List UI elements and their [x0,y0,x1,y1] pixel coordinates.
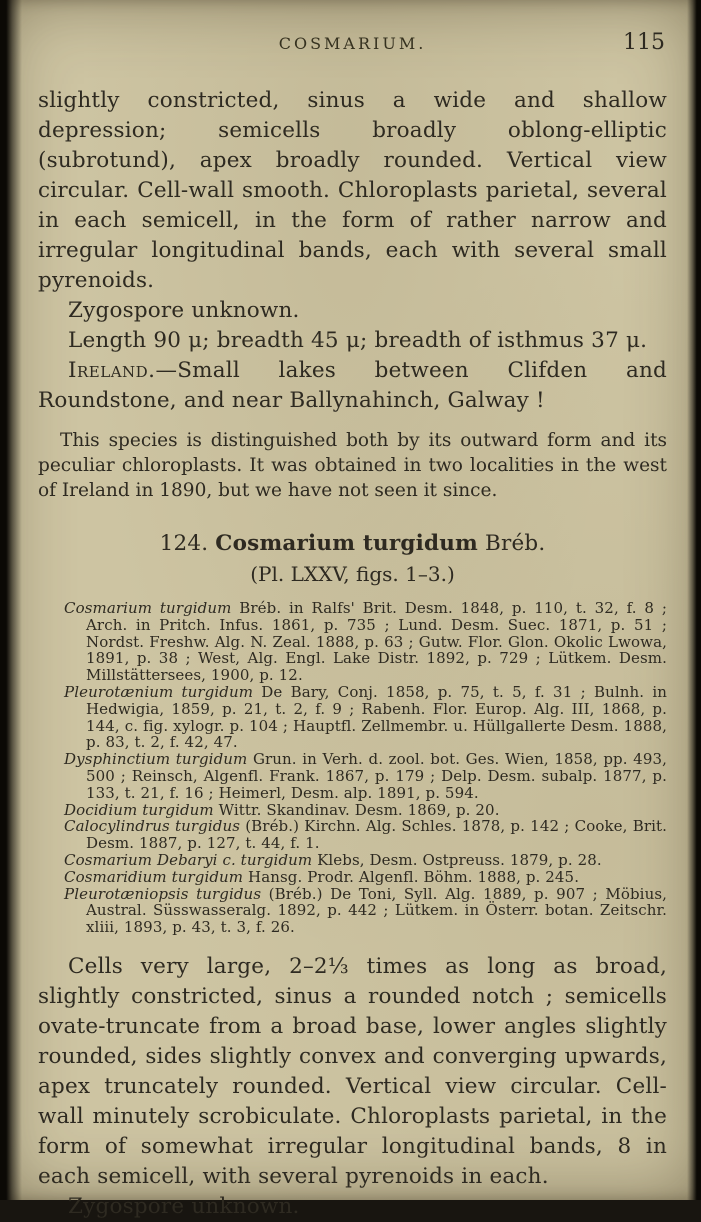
synonym-citation: Hansg. Prodr. Algenfl. Böhm. 1888, p. 245. [243,867,580,886]
synonym-citation: (Bréb.) De Toni, Syll. Alg. 1889, p. 907 ; Möbius, Austral. Süsswasseralg. 1892, p. 442 ; Lütkem. in Österr. botan. Zeitschr. xliii, 1893, p. 43, t. 3, f. 26. [86,884,667,937]
synonym-citation: Grun. in Verh. d. zool. bot. Ges. Wien, 1858, pp. 493, 500 ; Reinsch, Algenfl. Frank. 1867, p. 179 ; Delp. Desm. subalp. 1877, p. 133, t. 21, f. 16 ; Heimerl, Desm. alp. 1891, p. 594. [86,750,667,802]
locality-text: —Small lakes between Clifden and Roundstone, and near Ballynahinch, Galway ! [38,358,667,413]
paragraph-measurements: Length 90 μ; breadth 45 μ; breadth of isthmus 37 μ. [68,328,648,353]
synonym-citation: Bréb. in Ralfs' Brit. Desm. 1848, p. 110, t. 32, f. 8 ; Arch. in Pritch. Infus. 1861, p. 735 ; Lund. Desm. Suec. 1871, p. 51 ; Nordst. Freshw. Alg. N. Zeal. 1888, p. 63 ; Gutw. Flor. Glon. Okolic Lwowa, 1891, p. 38 ; West, Alg. Engl. Lake Distr. 1892, p. 729 ; Lütkem. Desm. Millstättersees, 1900, p. 12. [86,599,668,685]
synonym-name: Cosmarium turgidum [64,599,232,617]
synonym-name: Calocylindrus turgidus [64,817,241,836]
paragraph-zygospore: Zygospore unknown. [68,298,300,323]
synonym-name: Dysphinctium turgidum [64,750,248,769]
synonymy-list [38,600,667,936]
synonymy-entry [64,818,667,852]
species-number: 124. [159,531,209,556]
paragraph-description-zygospore: Zygospore unknown. [68,1193,300,1219]
paragraph-description: Cells very large, 2–2⅓ times as long as broad, slightly constricted, sinus a rounded notch ; semicells ovate-truncate from a broad base, lower angles slightly rounded, sides slightly convex and converging upwards, apex truncately rounded. Vertical view circular. Cell-wall minutely scrobiculate. Chloroplasts parietal, in the form of somewhat irregular longitudinal bands, 8 in each semicell, with several pyrenoids in each. [38,953,667,1189]
synonym-name: Cosmarium Debaryi c. turgidum [64,850,313,869]
synonym-name: Pleurotænium turgidum [64,682,254,701]
paragraph-intro-continuation: slightly constricted, sinus a wide and shallow depression; semicells broadly oblong-elliptic (subrotund), apex broadly rounded. Vertical view circular. Cell-wall smooth. Chloroplasts parietal, several in each semicell, in the form of rather narrow and irregular longitudinal bands, each with several small pyrenoids. [38,88,667,293]
running-head-title: COSMARIUM. [278,34,427,53]
locality-label: Ireland. [68,358,156,383]
synonymy-entry [64,684,667,751]
page-number: 115 [623,30,665,55]
synonymy-entry [64,852,667,869]
synonymy-entry [64,869,667,886]
species-name: Cosmarium turgidum [215,531,478,556]
synonym-name: Cosmaridium turgidum [64,867,244,886]
synonym-citation: De Bary, Conj. 1858, p. 75, t. 5, f. 31 ; Bulnh. in Hedwigia, 1859, p. 21, t. 2, f. 9 ; Rabenh. Flor. Europ. Alg. III, 1868, p. 144, c. fig. xylogr. p. 104 ; Hauptfl. Zellmembr. u. Hüllgallerte Desm. 1888, p. 83, t. 2, f. 42, 47. [86,682,667,752]
synonymy-entry [64,886,667,936]
synonymy-entry [64,751,667,801]
synonymy-entry [64,802,667,819]
synonym-citation: Wittr. Skandinav. Desm. 1869, p. 20. [213,800,500,819]
synonym-citation: Klebs, Desm. Ostpreuss. 1879, p. 28. [312,850,602,869]
species-heading [38,531,667,556]
paragraph-note: This species is distinguished both by its outward form and its peculiar chloroplasts. It was obtained in two localities in the west of Ireland in 1890, but we have not seen it since. [38,430,667,501]
species-author: Bréb. [485,531,546,556]
paragraph-locality [38,356,667,416]
synonym-name: Docidium turgidum [64,800,214,819]
synonym-name: Pleurotæniopsis turgidus [64,884,262,903]
synonymy-entry [64,600,667,684]
plate-reference: (Pl. LXXV, figs. 1–3.) [250,562,455,586]
running-header [38,30,667,60]
synonym-citation: (Bréb.) Kirchn. Alg. Schles. 1878, p. 142 ; Cooke, Brit. Desm. 1887, p. 127, t. 44, f. 1. [86,817,667,853]
